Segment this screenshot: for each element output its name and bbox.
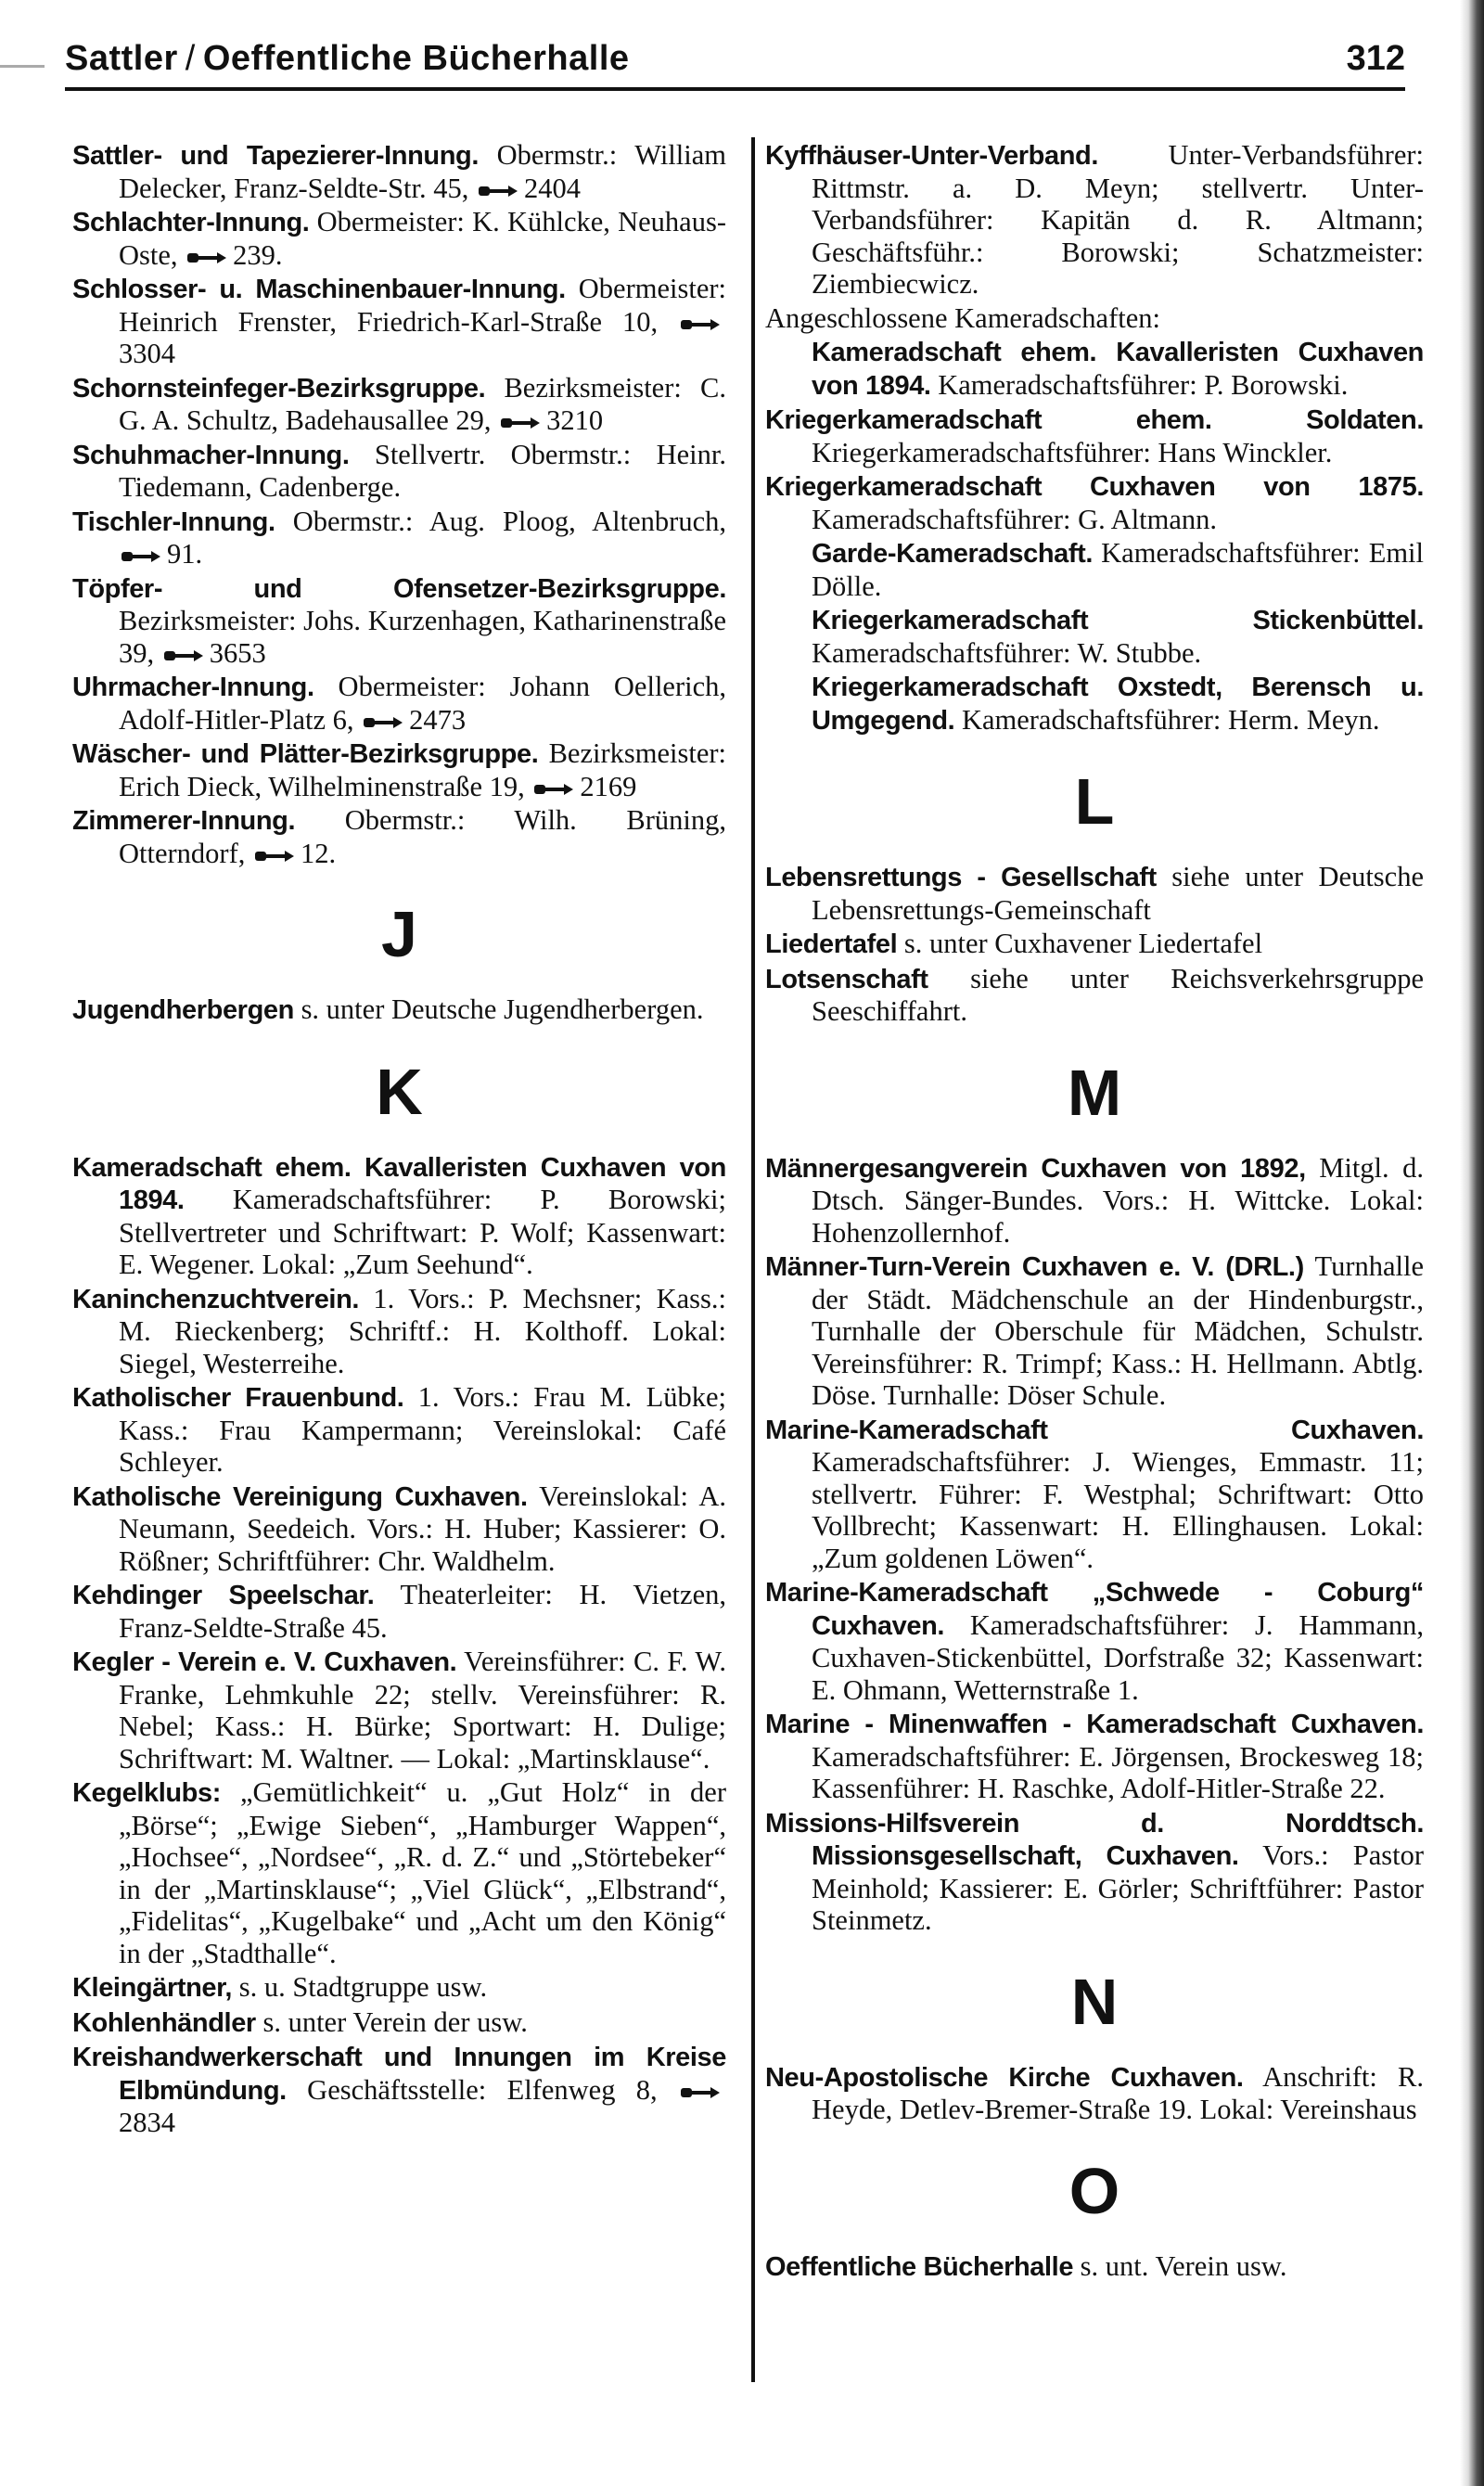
directory-entry — [72, 2041, 726, 2139]
directory-entry — [72, 671, 726, 736]
entry-heading: Kleingärtner, — [72, 1973, 233, 2003]
telephone-icon — [680, 2084, 721, 2101]
entry-text: „Gemütlichkeit“ u. „Gut Holz“ in der „Börse“; „Ewige Sieben“, „Hamburger Wappen“, „Hochsee“, „Nordsee“, „R. d. Z.“ und „Störtebeker“ in der „Martinsklause“; „Viel Glück“, „Elbstrand“, „Fidelitas“, „Kugelbake“ und „Acht um den König“ in der „Stadthalle“. — [119, 1776, 726, 1969]
entry-text: Vors.: Pastor Meinhold; Kassierer: E. Görler; Schriftführer: Pastor Steinmetz. — [812, 1839, 1425, 1936]
telephone-icon — [363, 714, 403, 731]
entry-text: Kameradschaftsführer: Emil Dölle. — [812, 537, 1424, 602]
directory-entry — [72, 993, 726, 1027]
entry-heading: Kaninchenzuchtverein. — [72, 1284, 360, 1314]
telephone-icon — [500, 415, 541, 431]
phone-number: 3304 — [119, 338, 175, 369]
section-letter: L — [1074, 765, 1115, 838]
entry-text: Bezirksmeister: Johs. Kurzenhagen, Katharinenstraße 39, — [119, 605, 726, 669]
entry-heading: Männer-Turn-Verein Cuxhaven e. V. (DRL.) — [765, 1252, 1304, 1282]
entry-text: Kameradschaftsführer: E. Jörgensen, Brockesweg 18; Kassenführer: H. Raschke, Adolf-Hitler-Straße 22. — [812, 1740, 1424, 1804]
directory-entry — [765, 404, 1424, 468]
entry-text: siehe unter Reichsverkehrsgruppe Seeschiffahrt. — [812, 962, 1424, 1027]
directory-entry — [72, 2006, 726, 2040]
entry-heading: Marine-Kameradschaft „Schwede - Coburg“ Cuxhaven. — [765, 1578, 1424, 1641]
directory-entry — [72, 572, 726, 670]
directory-entry — [765, 2250, 1424, 2284]
entry-text: Kameradschaftsführer: J. Wienges, Emmastr. 11; stellvertr. Führer: F. Westphal; Schriftwart: Otto Vollbrecht; Kassenwart: H. Ellinghausen. Lokal: „Zum goldenen Löwen“. — [812, 1446, 1424, 1574]
directory-entry — [765, 1250, 1424, 1412]
entry-text: Theaterleiter: H. Vietzen, Franz-Seldte-Straße 45. — [119, 1579, 726, 1644]
directory-entry — [765, 671, 1424, 737]
phone-number: 2834 — [119, 2107, 175, 2138]
entry-heading: Oeffentliche Bücherhalle — [765, 2251, 1074, 2282]
entry-heading: Marine-Kameradschaft Cuxhaven. — [765, 1415, 1424, 1445]
phone-number: 3210 — [546, 404, 604, 436]
entry-heading: Kegler - Verein e. V. Cuxhaven. — [72, 1647, 457, 1677]
entry-text: Angeschlossene Kameradschaften: — [765, 301, 1160, 334]
entry-text: Unter-Verbandsführer: Rittmstr. a. D. Meyn; stellvertr. Unter-Verbandsführer: Kapitän d. R. Altmann; Geschäftsführ.: Borowski; Schatzmeister: Ziembiecwicz. — [812, 139, 1424, 300]
section-letter: J — [381, 898, 417, 970]
telephone-icon — [533, 781, 574, 798]
directory-entry — [765, 537, 1424, 602]
directory-entry — [72, 1480, 726, 1578]
entry-text: Obermeister: Heinrich Frenster, Friedrich-Karl-Straße 10, — [119, 273, 726, 338]
directory-entry — [765, 336, 1424, 402]
entry-heading: Kreishandwerkerschaft und Innungen im Kreise Elbmündung. — [72, 2043, 726, 2106]
section-letter: M — [1067, 1056, 1122, 1129]
directory-entry — [72, 1151, 726, 1281]
telephone-icon — [478, 183, 518, 199]
entry-heading: Schornsteinfeger-Bezirksgruppe. — [72, 373, 486, 404]
entry-text: Kameradschaftsführer: W. Stubbe. — [812, 636, 1202, 669]
phone-number: 239. — [233, 238, 283, 271]
directory-entry — [72, 506, 726, 570]
phone-number: 91. — [167, 538, 203, 570]
entry-heading: Kriegerkameradschaft Oxstedt, Berensch u. Umgegend. — [812, 673, 1424, 736]
entry-text: Bezirksmeister: Erich Dieck, Wilhelminenstraße 19, — [119, 737, 726, 802]
phone-number: 12. — [300, 837, 337, 869]
directory-entry — [765, 1807, 1424, 1937]
entry-heading: Zimmerer-Innung. — [72, 806, 296, 836]
entry-heading: Liedertafel — [765, 929, 898, 959]
entry-text: Vereinslokal: A. Neumann, Seedeich. Vors.: H. Huber; Kassierer: O. Rößner; Schriftführer: Chr. Waldhelm. — [119, 1480, 726, 1577]
entry-heading: Töpfer- und Ofensetzer-Bezirksgruppe. — [72, 573, 726, 604]
directory-entry — [72, 1283, 726, 1380]
directory-entry — [72, 206, 726, 271]
entry-text: Bezirksmeister: C. G. A. Schultz, Badehausallee 29, — [119, 371, 726, 436]
directory-entry — [72, 139, 726, 204]
entry-text: siehe unter Deutsche Lebensrettungs-Gemeinschaft — [812, 861, 1424, 926]
left-column — [72, 139, 726, 2141]
telephone-icon — [186, 250, 227, 266]
entry-text: s. unter Deutsche Jugendherbergen. — [293, 993, 704, 1025]
entry-heading: Jugendherbergen — [72, 995, 294, 1025]
directory-entry — [765, 1152, 1424, 1249]
entry-heading: Uhrmacher-Innung. — [72, 673, 314, 702]
telephone-icon — [163, 647, 204, 664]
entry-heading: Katholische Vereinigung Cuxhaven. — [72, 1481, 528, 1512]
entry-heading: Männergesangverein Cuxhaven von 1892, — [765, 1153, 1306, 1184]
column-divider — [751, 137, 755, 2382]
entry-heading: Kehdinger Speelschar. — [72, 1581, 375, 1610]
entry-heading: Marine - Minenwaffen - Kameradschaft Cuxhaven. — [765, 1710, 1424, 1739]
entry-heading: Kriegerkameradschaft Stickenbüttel. — [812, 606, 1424, 635]
section-note — [765, 302, 1424, 335]
right-column — [765, 139, 1424, 2285]
directory-entry — [72, 804, 726, 869]
phone-number: 2473 — [409, 703, 467, 736]
entry-heading: Kriegerkameradschaft Cuxhaven von 1875. — [765, 472, 1424, 502]
telephone-icon — [121, 548, 161, 565]
directory-entry — [72, 737, 726, 802]
section-letter: O — [1068, 2154, 1120, 2227]
directory-entry — [765, 604, 1424, 669]
entry-heading: Neu-Apostolische Kirche Cuxhaven. — [765, 2062, 1244, 2093]
entry-heading: Kohlenhändler — [72, 2007, 256, 2038]
entry-heading: Lebensrettungs - Gesellschaft — [765, 863, 1157, 892]
section-letter: N — [1070, 1965, 1119, 2038]
entry-text: Obermeister: K. Kühlcke, Neuhaus-Oste, — [119, 206, 726, 271]
entry-text: Obermstr.: Aug. Ploog, Altenbruch, — [275, 505, 726, 537]
page-edge-shadow — [1460, 0, 1484, 2486]
directory-entry — [765, 1708, 1424, 1805]
entry-text: Obermeister: Johann Oellerich, Adolf-Hitler-Platz 6, — [119, 671, 726, 736]
entry-text: Stellvertr. Obermstr.: Heinr. Tiedemann, Cadenberge. — [119, 438, 726, 503]
directory-entry — [72, 1381, 726, 1479]
entry-text: Kameradschaftsführer: G. Altmann. — [812, 503, 1218, 535]
entry-text: Kameradschaftsführer: Herm. Meyn. — [954, 703, 1380, 736]
page-number: 312 — [1346, 39, 1405, 78]
directory-entry — [765, 1576, 1424, 1706]
entry-text: Anschrift: R. Heyde, Detlev-Bremer-Straße 19. Lokal: Vereinshaus — [812, 2060, 1424, 2125]
directory-entry — [72, 1579, 726, 1644]
directory-entry — [72, 273, 726, 370]
telephone-icon — [680, 316, 721, 333]
entry-text: Kameradschaftsführer: P. Borowski. — [930, 368, 1349, 401]
directory-entry — [72, 439, 726, 504]
phone-number: 2169 — [580, 770, 637, 802]
entry-text: Obermstr.: William Delecker, Franz-Seldte-Str. 45, — [119, 139, 726, 204]
entry-text: Kameradschaftsführer: P. Borowski; Stellvertreter und Schriftwart: P. Wolf; Kassenwart: E. Wegener. Lokal: „Zum Seehund“. — [119, 1184, 726, 1280]
entry-heading: Kriegerkameradschaft ehem. Soldaten. — [765, 405, 1424, 435]
entry-heading: Schlachter-Innung. — [72, 208, 310, 237]
entry-text: Vereinsführer: C. F. W. Franke, Lehmkuhle 22; stellv. Vereinsführer: R. Nebel; Kass.: H. Bürke; Sportwart: H. Dulige; Schriftwart: M. Waltner. — Lokal: „Martinsklause“. — [119, 1646, 727, 1775]
margin-mark — [0, 65, 45, 68]
header-rule — [65, 87, 1405, 91]
entry-heading: Lotsenschaft — [765, 964, 928, 994]
entry-heading: Kyffhäuser-Unter-Verband. — [765, 141, 1099, 171]
telephone-icon — [254, 848, 295, 865]
entry-text: Kriegerkameradschaftsführer: Hans Winckler. — [812, 436, 1333, 468]
running-head — [65, 39, 630, 79]
directory-entry — [765, 139, 1424, 301]
entry-heading: Tischler-Innung. — [72, 506, 275, 537]
directory-entry — [765, 2061, 1424, 2126]
section-letter: K — [376, 1055, 423, 1128]
entry-text: s. unt. Verein usw. — [1073, 2249, 1287, 2282]
directory-entry — [72, 1776, 726, 1969]
directory-entry — [765, 861, 1424, 926]
directory-entry — [72, 1646, 726, 1775]
running-head-left: Sattler — [65, 39, 178, 78]
entry-heading: Missions-Hilfsverein d. Norddtsch. Missionsgesellschaft, Cuxhaven. — [765, 1808, 1424, 1871]
page-header — [65, 32, 1405, 83]
running-head-right: Oeffentliche Bücherhalle — [202, 39, 630, 78]
entry-text: Kameradschaftsführer: J. Hammann, Cuxhaven-Stickenbüttel, Dorfstraße 32; Kassenwart: E. Ohmann, Wetternstraße 1. — [812, 1608, 1424, 1706]
directory-entry — [765, 470, 1424, 535]
entry-heading: Wäscher- und Plätter-Bezirksgruppe. — [72, 739, 539, 769]
entry-heading: Sattler- und Tapezierer-Innung. — [72, 141, 479, 171]
entry-heading: Katholischer Frauenbund. — [72, 1383, 404, 1413]
directory-entry — [765, 963, 1424, 1028]
entry-heading: Garde-Kameradschaft. — [812, 539, 1094, 569]
entry-text: 1. Vors.: Frau M. Lübke; Kass.: Frau Kampermann; Vereinslokal: Café Schleyer. — [119, 1381, 726, 1478]
entry-heading: Kameradschaft ehem. Kavalleristen Cuxhaven von 1894. — [72, 1152, 726, 1215]
entry-heading: Schuhmacher-Innung. — [72, 440, 350, 470]
entry-text: s. unter Verein der usw. — [255, 2005, 528, 2038]
phone-number: 3653 — [209, 636, 266, 669]
running-head-separator: / — [185, 39, 196, 78]
phone-number: 2404 — [524, 172, 581, 204]
directory-entry — [72, 372, 726, 437]
directory-entry — [765, 1414, 1424, 1575]
entry-text: 1. Vors.: P. Mechsner; Kass.: M. Rieckenberg; Schriftf.: H. Kolthoff. Lokal: Siegel, Westerreihe. — [119, 1282, 726, 1379]
entry-heading: Schlosser- u. Maschinenbauer-Innung. — [72, 275, 566, 304]
directory-entry — [72, 1971, 726, 2005]
entry-text: s. u. Stadtgruppe usw. — [232, 1971, 488, 2003]
entry-text: Obermstr.: Wilh. Brüning, Otterndorf, — [119, 804, 726, 869]
directory-entry — [765, 928, 1424, 961]
entry-text: Turnhalle der Städt. Mädchenschule an der Hindenburgstr., Turnhalle der Oberschule für Mädchen, Schulstr. Vereinsführer: R. Trimpf; Kass.: H. Hellmann. Abtlg. Döse. Turnhalle: Döser Schule. — [812, 1250, 1425, 1411]
entry-heading: Kameradschaft ehem. Kavalleristen Cuxhaven von 1894. — [812, 338, 1424, 401]
entry-heading: Kegelklubs: — [72, 1778, 221, 1808]
entry-text: Geschäftsstelle: Elfenweg 8, — [286, 2073, 658, 2106]
entry-text: s. unter Cuxhavener Liedertafel — [897, 928, 1263, 959]
entry-text: Mitgl. d. Dtsch. Sänger-Bundes. Vors.: H. Wittcke. Lokal: Hohenzollernhof. — [812, 1151, 1424, 1249]
